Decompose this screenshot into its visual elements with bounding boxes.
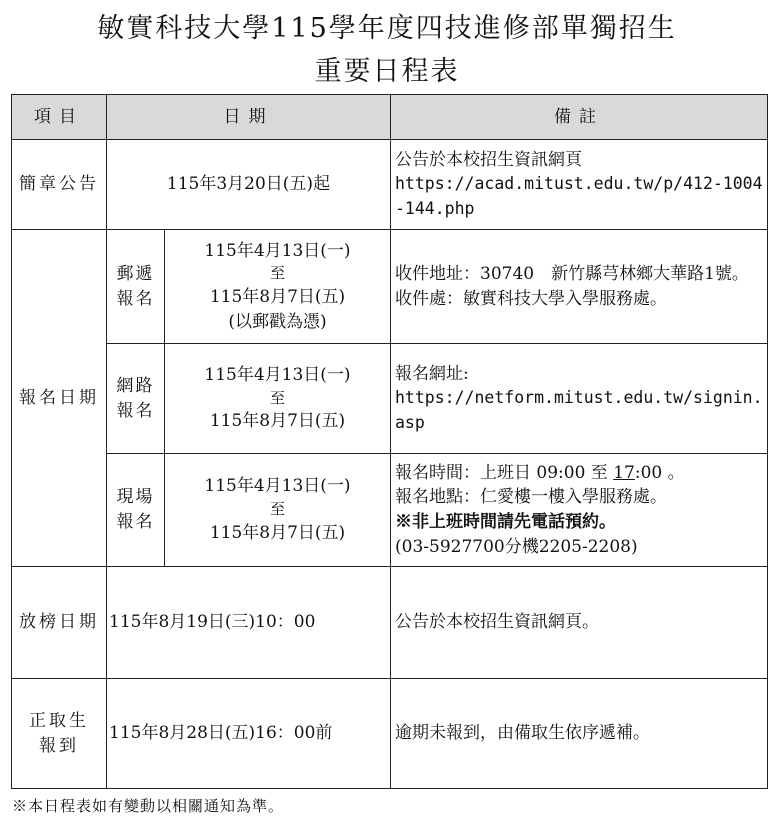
row-date-results: 115年8月19日(三)10：00 (107, 567, 391, 679)
table-row (12, 344, 768, 454)
schedule-table (11, 94, 768, 789)
header-note: 備註 (391, 95, 768, 140)
header-item: 項目 (12, 95, 107, 140)
row-item-brochure: 簡章公告 (12, 140, 107, 230)
table-row (12, 454, 768, 567)
appointment-notice: ※非上班時間請先電話預約。 (395, 512, 616, 532)
sub-item-online: 網路報名 (107, 344, 165, 454)
date-onsite: 115年4月13日(一) 至 115年8月7日(五) (165, 454, 391, 567)
row-item-results: 放榜日期 (12, 567, 107, 679)
sub-item-onsite: 現場報名 (107, 454, 165, 567)
row-note-enroll: 逾期未報到，由備取生依序遞補。 (391, 679, 768, 789)
document-subtitle: 重要日程表 (314, 56, 460, 87)
note-online: 報名網址: https://netform.mitust.edu.tw/signin.asp (391, 344, 768, 454)
note-mail: 收件地址：30740 新竹縣芎林鄉大華路1號。 收件處：敏實科技大學入學服務處。 (391, 230, 768, 344)
row-item-registration: 報名日期 (12, 230, 107, 567)
date-mail: 115年4月13日(一) 至 115年8月7日(五) (以郵戳為憑) (165, 230, 391, 344)
document-title: 敏實科技大學115學年度四技進修部單獨招生 (97, 13, 677, 44)
note-onsite: 報名時間：上班日 09:00 至 17:00 。 報名地點：仁愛樓一樓入學服務處。 ※非上班時間請先電話預約。 (03-5927700分機2205-2208) (391, 454, 768, 567)
row-date-brochure: 115年3月20日(五)起 (107, 140, 391, 230)
footnote: ※本日程表如有變動以相關通知為準。 (12, 797, 285, 815)
table-row (12, 230, 768, 344)
row-date-enroll: 115年8月28日(五)16：00前 (107, 679, 391, 789)
table-row (12, 679, 768, 789)
table-row (12, 140, 768, 230)
row-note-results: 公告於本校招生資訊網頁。 (391, 567, 768, 679)
note-text: 公告於本校招生資訊網頁 (395, 149, 582, 170)
brochure-url-link[interactable]: https://acad.mitust.edu.tw/p/412-1004-144.php (395, 174, 763, 218)
sub-item-mail: 郵遞報名 (107, 230, 165, 344)
row-item-enroll: 正取生 報到 (12, 679, 107, 789)
table-row (12, 567, 768, 679)
header-date: 日期 (107, 95, 391, 140)
table-header-row (12, 95, 768, 140)
date-online: 115年4月13日(一) 至 115年8月7日(五) (165, 344, 391, 454)
phone-number: (03-5927700分機2205-2208) (395, 536, 638, 557)
row-note-brochure (391, 140, 768, 230)
online-registration-url-link[interactable]: https://netform.mitust.edu.tw/signin.asp (395, 388, 763, 432)
